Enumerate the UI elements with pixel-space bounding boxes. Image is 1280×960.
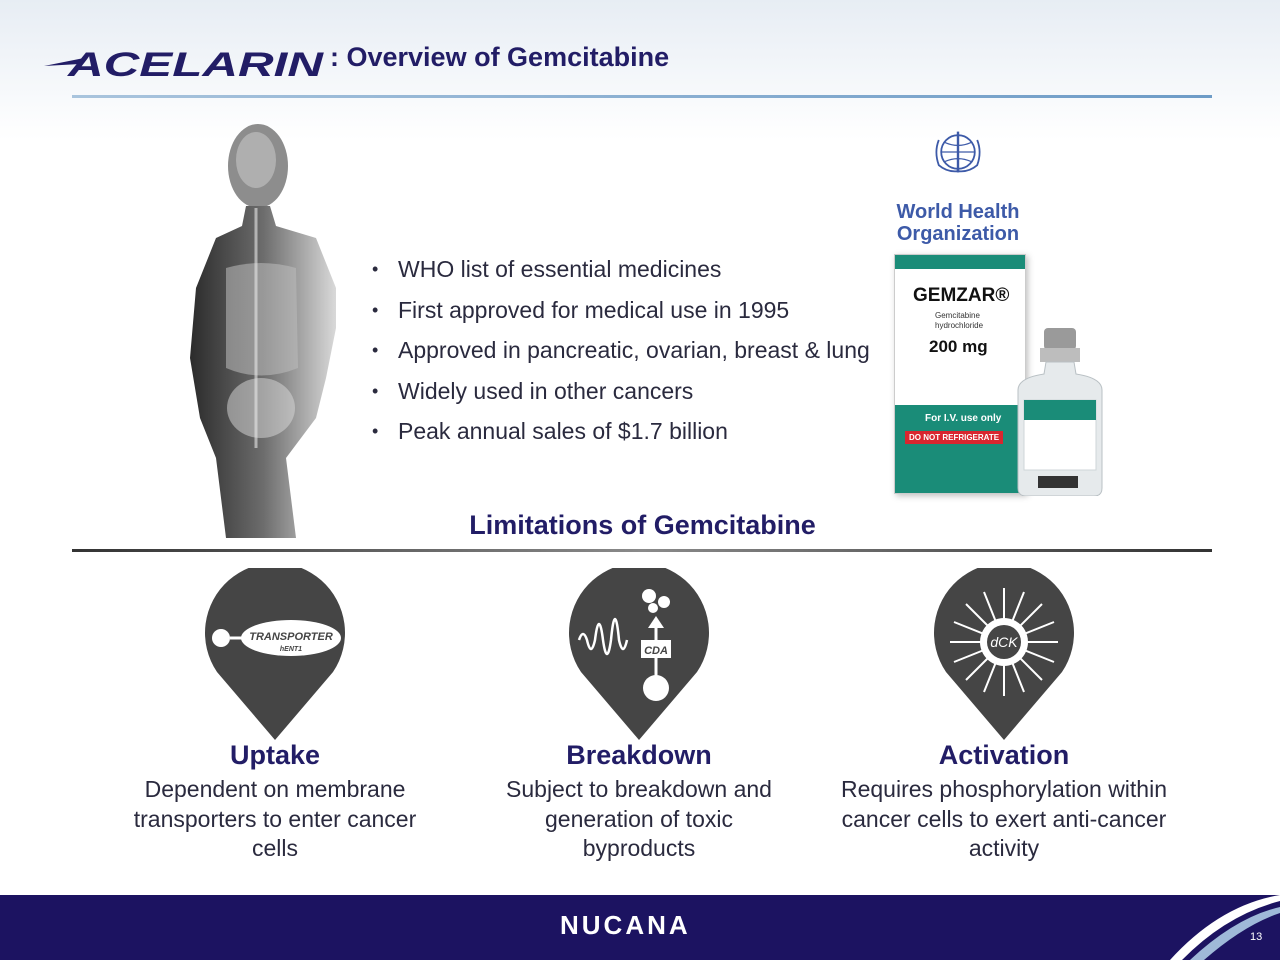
bullet-item: • WHO list of essential medicines: [372, 256, 722, 282]
svg-text:CDA: CDA: [644, 645, 668, 657]
bullet-text: Peak annual sales of $1.7 billion: [398, 418, 728, 444]
who-emblem-icon: [896, 128, 1020, 200]
overview-bullet-list: [372, 252, 870, 455]
activation-description: Requires phosphorylation within cancer cells to exert anti-cancer activity: [840, 776, 1168, 861]
svg-text:dCK: dCK: [990, 634, 1018, 650]
svg-text:ACELARIN: ACELARIN: [66, 46, 326, 80]
bullet-text: First approved for medical use in 1995: [398, 296, 790, 323]
product-warning: DO NOT REFRIGERATE: [905, 431, 1003, 444]
limitations-divider: [72, 549, 1212, 552]
svg-text:TRANSPORTER: TRANSPORTER: [249, 631, 333, 643]
nucana-logo: NUCANA: [560, 910, 691, 940]
uptake-description: Dependent on membrane transporters to enter cancer cells: [133, 776, 417, 861]
cda-breakdown-icon: [569, 568, 709, 740]
limitations-title: Limitations of Gemcitabine: [469, 510, 816, 540]
gemzar-vial-image: [1016, 328, 1104, 496]
bullet-text: Widely used in other cancers: [398, 377, 694, 404]
product-route: For I.V. use only: [925, 413, 1002, 424]
transporter-icon: [205, 568, 345, 740]
breakdown-heading: Breakdown: [566, 740, 712, 770]
product-generic: Gemcitabine hydrochloride: [935, 311, 984, 330]
acelarin-logo: [44, 44, 334, 80]
gemzar-box-image: [894, 254, 1026, 494]
uptake-heading: Uptake: [229, 740, 321, 770]
dck-activation-icon: [934, 568, 1074, 740]
activation-heading: Activation: [938, 740, 1070, 770]
bullet-item: • First approved for medical use in 1995: [372, 296, 790, 323]
breakdown-description: Subject to breakdown and generation of toxic byproducts: [506, 776, 772, 861]
product-brand: GEMZAR®: [913, 285, 1010, 306]
bullet-text: WHO list of essential medicines: [398, 256, 722, 282]
bullet-item: • Peak annual sales of $1.7 billion: [372, 418, 728, 444]
bullet-item: • Widely used in other cancers: [372, 377, 694, 404]
svg-text:hENT1: hENT1: [279, 646, 303, 653]
header-divider: [72, 95, 1212, 98]
footer-swoosh-graphic: [1160, 895, 1280, 960]
bullet-item: • Approved in pancreatic, ovarian, breast & lung: [372, 337, 870, 363]
who-name: World Health Organization: [896, 201, 1020, 245]
human-anatomy-image: [186, 118, 356, 538]
bullet-text: Approved in pancreatic, ovarian, breast & lung: [398, 337, 870, 363]
page-number: 13: [1250, 931, 1263, 943]
product-dose: 200 mg: [929, 337, 988, 356]
page-title: : Overview of Gemcitabine: [330, 42, 670, 72]
